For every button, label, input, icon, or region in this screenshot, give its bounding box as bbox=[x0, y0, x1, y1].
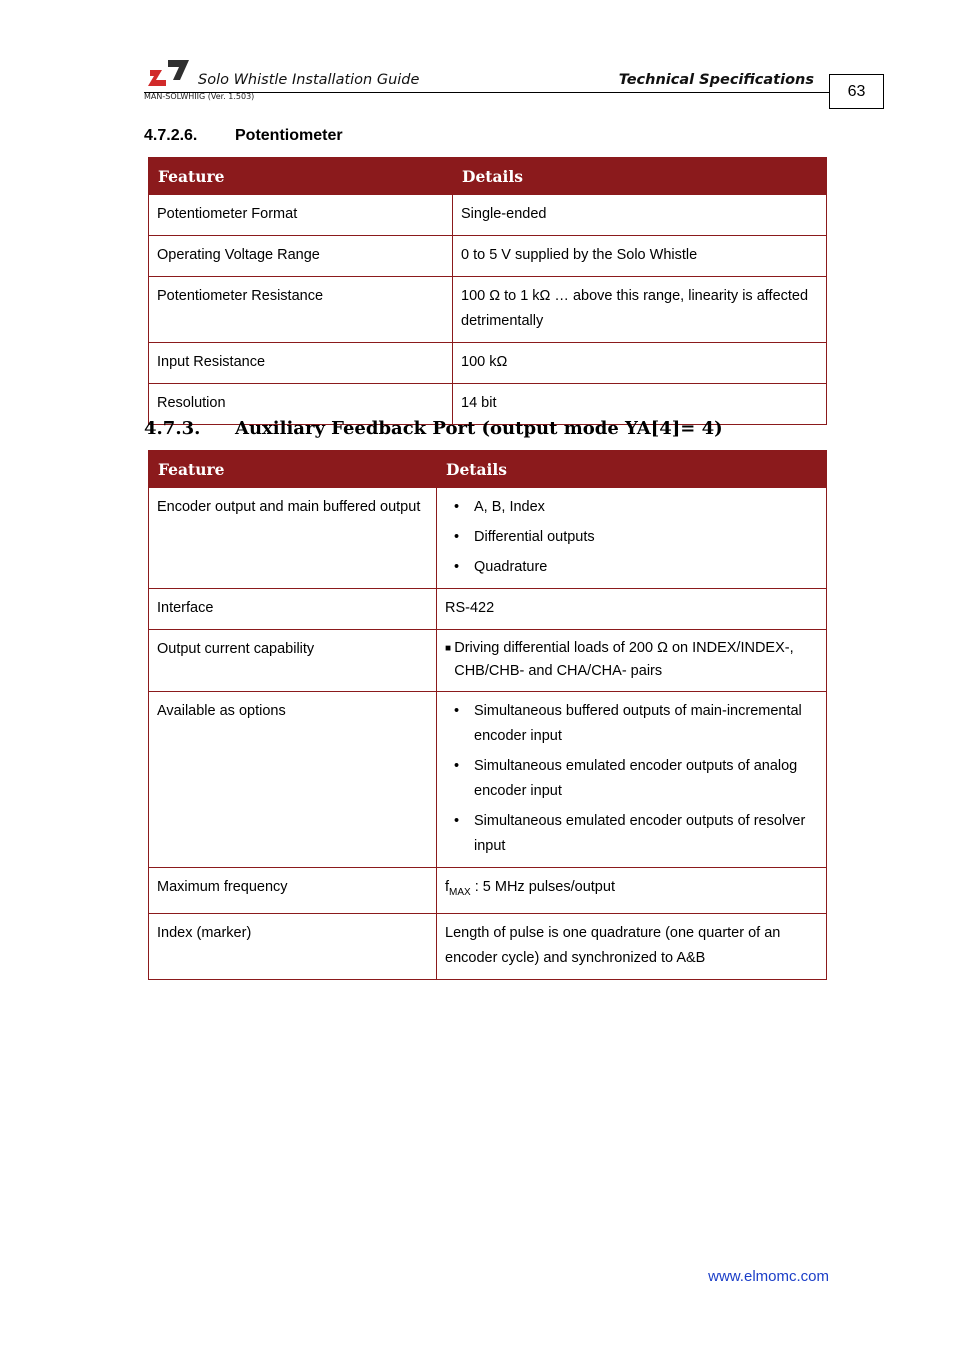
square-bullet-text: Driving differential loads of 200 Ω on INDEX/INDEX-, CHB/CHB- and CHA/CHA- pairs bbox=[454, 640, 794, 679]
feature-cell: Potentiometer Format bbox=[149, 195, 453, 236]
details-cell: 100 Ω to 1 kΩ … above this range, linearity is affected detrimentally bbox=[453, 277, 827, 343]
details-cell bbox=[437, 868, 827, 914]
bullet-list bbox=[445, 495, 818, 580]
potentiometer-table bbox=[148, 157, 827, 425]
details-cell bbox=[437, 488, 827, 589]
square-bullet-icon: ■ bbox=[445, 643, 452, 654]
website-link[interactable]: www.elmomc.com bbox=[708, 1268, 829, 1285]
feature-cell: Operating Voltage Range bbox=[149, 236, 453, 277]
feature-cell: Output current capability bbox=[149, 630, 437, 692]
table-header-row bbox=[149, 451, 827, 488]
section-heading-auxiliary-feedback bbox=[144, 418, 723, 439]
details-cell bbox=[437, 692, 827, 868]
page-number: 63 bbox=[829, 74, 884, 109]
feature-cell: Index (marker) bbox=[149, 913, 437, 979]
header-rule bbox=[144, 92, 830, 93]
table-row bbox=[149, 343, 827, 384]
table-row bbox=[149, 692, 827, 868]
table-row bbox=[149, 277, 827, 343]
document-title: Solo Whistle Installation Guide bbox=[198, 72, 420, 88]
feature-cell: Potentiometer Resistance bbox=[149, 277, 453, 343]
details-cell: 100 kΩ bbox=[453, 343, 827, 384]
table-row bbox=[149, 589, 827, 630]
table-row bbox=[149, 913, 827, 979]
feature-cell: Maximum frequency bbox=[149, 868, 437, 914]
list-item: • A, B, Index bbox=[445, 495, 818, 520]
table-row bbox=[149, 488, 827, 589]
section-title: Potentiometer bbox=[235, 127, 343, 144]
feature-cell: Input Resistance bbox=[149, 343, 453, 384]
details-cell: Single-ended bbox=[453, 195, 827, 236]
frequency-symbol: f bbox=[445, 879, 450, 895]
column-header-feature: Feature bbox=[149, 451, 437, 488]
list-item: • Quadrature bbox=[445, 555, 818, 580]
details-cell: Length of pulse is one quadrature (one quarter of an encoder cycle) and synchronized to A&B bbox=[437, 913, 827, 979]
frequency-value: : 5 MHz pulses/output bbox=[470, 879, 615, 895]
section-number: 4.7.3. bbox=[144, 418, 201, 439]
document-reference: MAN-SOLWHIIG (Ver. 1.503) bbox=[144, 92, 255, 101]
bullet-list bbox=[445, 699, 818, 859]
table-row bbox=[149, 868, 827, 914]
table-row bbox=[149, 195, 827, 236]
table-header-row bbox=[149, 158, 827, 195]
list-item: • Simultaneous emulated encoder outputs of analog encoder input bbox=[445, 754, 818, 804]
list-item: • Simultaneous buffered outputs of main-incremental encoder input bbox=[445, 699, 818, 749]
section-title: Auxiliary Feedback Port (output mode YA[4]= 4) bbox=[235, 418, 723, 439]
section-heading-potentiometer bbox=[144, 127, 343, 145]
feature-cell: Interface bbox=[149, 589, 437, 630]
frequency-subscript: MAX bbox=[449, 886, 471, 898]
column-header-details: Details bbox=[453, 158, 827, 195]
column-header-details: Details bbox=[437, 451, 827, 488]
details-cell: 14 bit bbox=[453, 384, 827, 425]
feature-cell: Resolution bbox=[149, 384, 453, 425]
details-cell: 0 to 5 V supplied by the Solo Whistle bbox=[453, 236, 827, 277]
list-item: • Differential outputs bbox=[445, 525, 818, 550]
feature-cell: Encoder output and main buffered output bbox=[149, 488, 437, 589]
feature-cell: Available as options bbox=[149, 692, 437, 868]
square-bullet-item bbox=[445, 637, 818, 683]
auxiliary-feedback-table bbox=[148, 450, 827, 980]
details-cell bbox=[437, 630, 827, 692]
details-cell: RS-422 bbox=[437, 589, 827, 630]
list-item: • Simultaneous emulated encoder outputs of resolver input bbox=[445, 809, 818, 859]
section-number: 4.7.2.6. bbox=[144, 127, 198, 144]
elmo-logo bbox=[148, 58, 190, 88]
column-header-feature: Feature bbox=[149, 158, 453, 195]
table-row bbox=[149, 236, 827, 277]
table-row bbox=[149, 630, 827, 692]
header-section-title: Technical Specifications bbox=[618, 72, 814, 88]
